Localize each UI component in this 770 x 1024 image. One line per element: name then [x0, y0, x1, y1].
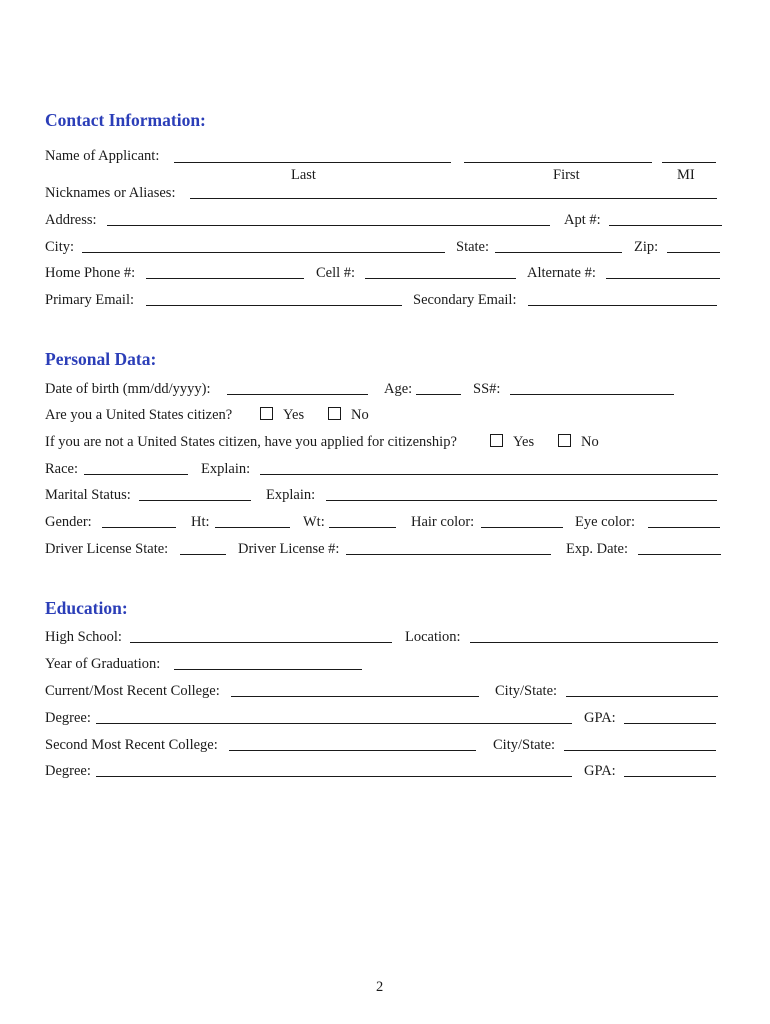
- middle-initial-field[interactable]: [662, 162, 716, 163]
- second-college-label: Second Most Recent College:: [45, 737, 218, 753]
- citizen-yes-label: Yes: [283, 407, 305, 423]
- cell-field[interactable]: [365, 278, 516, 279]
- citizen-no-label: No: [351, 407, 369, 423]
- high-school-field[interactable]: [130, 642, 392, 643]
- city-label: City:: [45, 239, 75, 255]
- height-field[interactable]: [215, 527, 290, 528]
- zip-field[interactable]: [667, 252, 720, 253]
- home-phone-label: Home Phone #:: [45, 265, 136, 281]
- weight-label: Wt:: [303, 514, 325, 530]
- citizen-no-checkbox[interactable]: [328, 407, 341, 420]
- hair-color-label: Hair color:: [411, 514, 475, 530]
- apt-label: Apt #:: [564, 212, 601, 228]
- ssn-label: SS#:: [473, 381, 501, 397]
- marital-status-field[interactable]: [139, 500, 251, 501]
- state-field[interactable]: [495, 252, 622, 253]
- dob-field[interactable]: [227, 394, 368, 395]
- second-degree-field[interactable]: [96, 776, 572, 777]
- marital-status-label: Marital Status:: [45, 487, 131, 503]
- eye-color-label: Eye color:: [575, 514, 635, 530]
- second-gpa-label: GPA:: [584, 763, 616, 779]
- graduation-year-field[interactable]: [174, 669, 362, 670]
- location-label: Location:: [405, 629, 461, 645]
- mi-sublabel: MI: [677, 167, 695, 183]
- exp-date-field[interactable]: [638, 554, 721, 555]
- nicknames-label: Nicknames or Aliases:: [45, 185, 176, 201]
- dob-label: Date of birth (mm/dd/yyyy):: [45, 381, 211, 397]
- current-degree-label: Degree:: [45, 710, 91, 726]
- applied-yes-checkbox[interactable]: [490, 434, 503, 447]
- applied-no-label: No: [581, 434, 599, 450]
- location-field[interactable]: [470, 642, 718, 643]
- secondary-email-label: Secondary Email:: [413, 292, 517, 308]
- last-name-field[interactable]: [174, 162, 451, 163]
- current-college-label: Current/Most Recent College:: [45, 683, 220, 699]
- alternate-phone-label: Alternate #:: [527, 265, 596, 281]
- applied-no-checkbox[interactable]: [558, 434, 571, 447]
- current-gpa-field[interactable]: [624, 723, 716, 724]
- applied-yes-label: Yes: [513, 434, 535, 450]
- race-label: Race:: [45, 461, 79, 477]
- race-field[interactable]: [84, 474, 188, 475]
- dl-state-label: Driver License State:: [45, 541, 169, 557]
- current-college-field[interactable]: [231, 696, 479, 697]
- first-sublabel: First: [553, 167, 580, 183]
- graduation-year-label: Year of Graduation:: [45, 656, 161, 672]
- race-explain-label: Explain:: [201, 461, 251, 477]
- second-college-city-state-label: City/State:: [493, 737, 556, 753]
- dl-number-field[interactable]: [346, 554, 551, 555]
- cell-label: Cell #:: [316, 265, 356, 281]
- contact-information-heading: Contact Information:: [45, 110, 206, 130]
- primary-email-label: Primary Email:: [45, 292, 134, 308]
- current-college-city-state-field[interactable]: [566, 696, 718, 697]
- marital-explain-field[interactable]: [326, 500, 717, 501]
- eye-color-field[interactable]: [648, 527, 720, 528]
- primary-email-field[interactable]: [146, 305, 402, 306]
- personal-data-heading: Personal Data:: [45, 349, 157, 369]
- race-explain-field[interactable]: [260, 474, 718, 475]
- second-degree-label: Degree:: [45, 763, 91, 779]
- gender-field[interactable]: [102, 527, 176, 528]
- address-field[interactable]: [107, 225, 550, 226]
- dl-number-label: Driver License #:: [238, 541, 340, 557]
- secondary-email-field[interactable]: [528, 305, 717, 306]
- home-phone-field[interactable]: [146, 278, 304, 279]
- education-heading: Education:: [45, 598, 128, 618]
- dl-state-field[interactable]: [180, 554, 226, 555]
- address-label: Address:: [45, 212, 97, 228]
- name-of-applicant-label: Name of Applicant:: [45, 148, 160, 164]
- current-college-city-state-label: City/State:: [495, 683, 558, 699]
- apt-field[interactable]: [609, 225, 722, 226]
- ssn-field[interactable]: [510, 394, 674, 395]
- first-name-field[interactable]: [464, 162, 652, 163]
- state-label: State:: [456, 239, 490, 255]
- second-college-city-state-field[interactable]: [564, 750, 716, 751]
- age-label: Age:: [384, 381, 413, 397]
- last-sublabel: Last: [291, 167, 316, 183]
- gender-label: Gender:: [45, 514, 92, 530]
- age-field[interactable]: [416, 394, 461, 395]
- city-field[interactable]: [82, 252, 445, 253]
- citizen-question: Are you a United States citizen?: [45, 407, 233, 423]
- high-school-label: High School:: [45, 629, 122, 645]
- exp-date-label: Exp. Date:: [566, 541, 629, 557]
- current-degree-field[interactable]: [96, 723, 572, 724]
- citizenship-application-question: If you are not a United States citizen, have you applied for citizenship?: [45, 434, 457, 450]
- second-college-field[interactable]: [229, 750, 476, 751]
- nicknames-field[interactable]: [190, 198, 717, 199]
- hair-color-field[interactable]: [481, 527, 563, 528]
- zip-label: Zip:: [634, 239, 659, 255]
- weight-field[interactable]: [329, 527, 396, 528]
- alternate-phone-field[interactable]: [606, 278, 720, 279]
- second-gpa-field[interactable]: [624, 776, 716, 777]
- marital-explain-label: Explain:: [266, 487, 316, 503]
- current-gpa-label: GPA:: [584, 710, 616, 726]
- citizen-yes-checkbox[interactable]: [260, 407, 273, 420]
- height-label: Ht:: [191, 514, 210, 530]
- page-number: 2: [376, 979, 384, 995]
